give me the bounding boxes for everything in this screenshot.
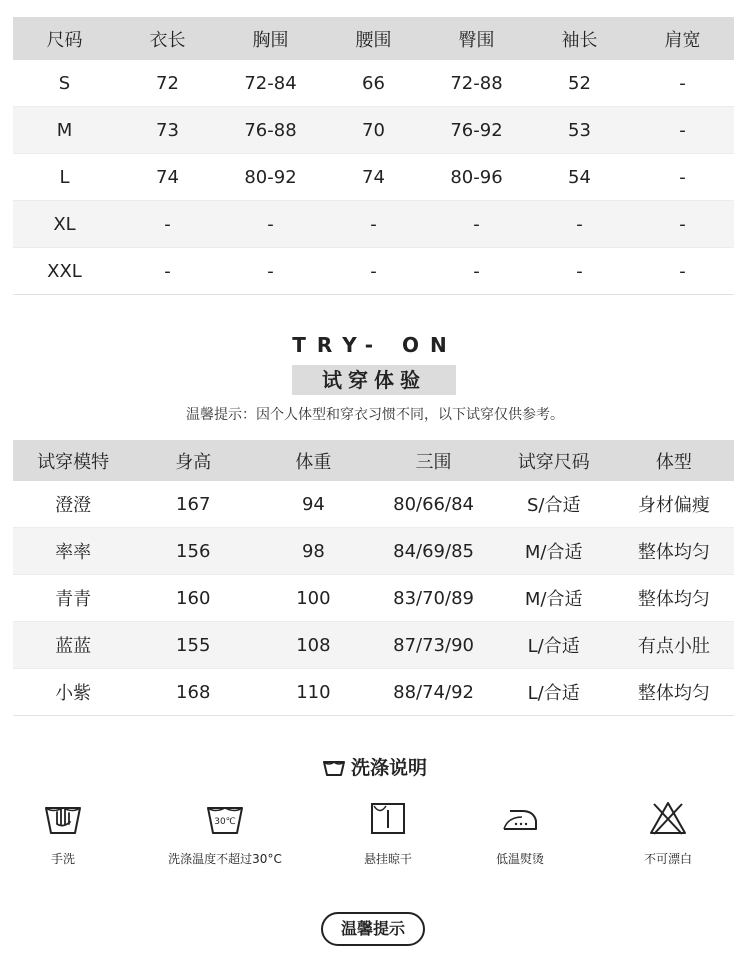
table-cell: 94: [301, 493, 325, 515]
table-cell: 76-92: [450, 119, 503, 141]
table-cell: -: [576, 213, 583, 235]
warm-tip-button[interactable]: 温馨提示: [321, 912, 425, 946]
table-cell: -: [267, 213, 274, 235]
table-cell: 80-92: [244, 166, 297, 188]
hang-dry-icon: [313, 796, 463, 840]
care-item-hand-wash: [0, 796, 138, 867]
table-row: [13, 201, 734, 248]
table-cell: 155: [176, 634, 211, 656]
header-cell: 尺码: [13, 17, 116, 60]
table-cell: -: [473, 260, 480, 282]
table-cell: 青青: [55, 589, 92, 610]
table-cell: 83/70/89: [393, 587, 474, 609]
table-cell: 73: [156, 119, 179, 141]
washing-heading-text: 洗涤说明: [350, 757, 427, 779]
table-cell: -: [679, 166, 686, 188]
table-row: [13, 528, 734, 575]
table-cell: 70: [362, 119, 385, 141]
care-item-no-bleach: [593, 796, 743, 867]
table-cell: L: [59, 166, 70, 188]
table-cell: 53: [568, 119, 591, 141]
table-cell: 66: [362, 72, 385, 94]
header-cell: 三围: [373, 440, 493, 481]
table-cell: -: [679, 72, 686, 94]
table-row: [13, 154, 734, 201]
table-cell: -: [370, 213, 377, 235]
care-label: 不可漂白: [643, 852, 692, 866]
no-bleach-icon: [593, 796, 743, 840]
table-cell: 76-88: [244, 119, 297, 141]
table-cell: 72-88: [450, 72, 503, 94]
header-cell: 袖长: [528, 17, 631, 60]
wash-30-icon: [150, 796, 300, 840]
table-cell: -: [267, 260, 274, 282]
table-cell: -: [473, 213, 480, 235]
table-cell: 88/74/92: [393, 681, 474, 703]
table-row: [13, 107, 734, 154]
table-cell: 整体均匀: [637, 589, 710, 610]
table-cell: M/合适: [524, 589, 583, 610]
table-cell: -: [679, 119, 686, 141]
try-on-tip: 温馨提示：因个人体型和穿衣习惯不同，以下试穿仅供参考。: [186, 407, 564, 423]
table-cell: L/合适: [527, 636, 580, 657]
care-item-wash-30: [150, 796, 300, 867]
care-label: 手洗: [50, 852, 75, 866]
table-cell: 有点小肚: [637, 636, 710, 657]
table-row: [13, 60, 734, 107]
header-cell: 肩宽: [631, 17, 734, 60]
header-cell: 腰围: [322, 17, 425, 60]
table-cell: 98: [301, 540, 325, 562]
table-cell: S/合适: [526, 495, 581, 516]
table-cell: 80/66/84: [393, 493, 474, 515]
table-cell: XXL: [47, 260, 82, 282]
header-cell: 体型: [614, 440, 734, 481]
table-cell: -: [370, 260, 377, 282]
table-cell: 167: [176, 493, 211, 515]
header-cell: 体重: [253, 440, 373, 481]
table-row: [13, 575, 734, 622]
header-cell: 胸围: [219, 17, 322, 60]
table-cell: L/合适: [527, 683, 580, 704]
low-iron-icon: [445, 796, 595, 840]
table-cell: 74: [362, 166, 385, 188]
table-cell: XL: [53, 213, 76, 235]
table-cell: 84/69/85: [393, 540, 474, 562]
table-cell: 74: [156, 166, 179, 188]
care-label: 洗涤温度不超过30°C: [168, 852, 282, 866]
table-cell: 160: [176, 587, 211, 609]
table-cell: M/合适: [524, 542, 583, 563]
table-row: [13, 481, 734, 528]
try-on-table-header: [13, 440, 734, 481]
table-cell: 52: [568, 72, 591, 94]
table-cell: -: [679, 260, 686, 282]
wash-temperature-text: 30℃: [214, 817, 236, 827]
table-cell: 168: [176, 681, 211, 703]
washing-heading: [0, 753, 750, 782]
table-cell: 100: [296, 587, 331, 609]
table-cell: 156: [176, 540, 211, 562]
table-cell: 小紫: [55, 683, 92, 704]
try-on-table: [13, 440, 734, 716]
basin-icon: [323, 759, 345, 782]
table-cell: 身材偏瘦: [637, 495, 710, 516]
care-item-low-iron: [445, 796, 595, 867]
try-on-title: TRY- ON: [292, 333, 458, 357]
table-cell: 整体均匀: [637, 683, 710, 704]
header-cell: 试穿模特: [13, 440, 133, 481]
table-cell: -: [576, 260, 583, 282]
table-cell: -: [164, 260, 171, 282]
table-cell: M: [56, 119, 73, 141]
table-cell: 率率: [55, 542, 92, 563]
table-cell: 澄澄: [55, 495, 92, 516]
table-cell: 蓝蓝: [55, 636, 92, 657]
table-cell: 整体均匀: [637, 542, 710, 563]
table-cell: 87/73/90: [393, 634, 474, 656]
try-on-subtitle: 试穿体验: [292, 365, 456, 395]
header-cell: 身高: [133, 440, 253, 481]
header-cell: 臀围: [425, 17, 528, 60]
table-row: [13, 248, 734, 295]
care-label: 悬挂晾干: [363, 852, 412, 866]
hand-wash-icon: [0, 796, 138, 840]
table-cell: -: [679, 213, 686, 235]
table-cell: 72: [156, 72, 179, 94]
table-row: [13, 622, 734, 669]
header-cell: 试穿尺码: [494, 440, 614, 481]
care-item-hang-dry: [313, 796, 463, 867]
table-cell: 108: [296, 634, 331, 656]
table-cell: 72-84: [244, 72, 297, 94]
table-cell: -: [164, 213, 171, 235]
size-table-header: [13, 17, 734, 60]
size-table: [13, 17, 734, 295]
table-cell: 54: [568, 166, 591, 188]
table-cell: S: [58, 72, 71, 94]
table-cell: 80-96: [450, 166, 503, 188]
care-label: 低温熨烫: [495, 852, 544, 866]
table-row: [13, 669, 734, 716]
table-cell: 110: [296, 681, 331, 703]
header-cell: 衣长: [116, 17, 219, 60]
